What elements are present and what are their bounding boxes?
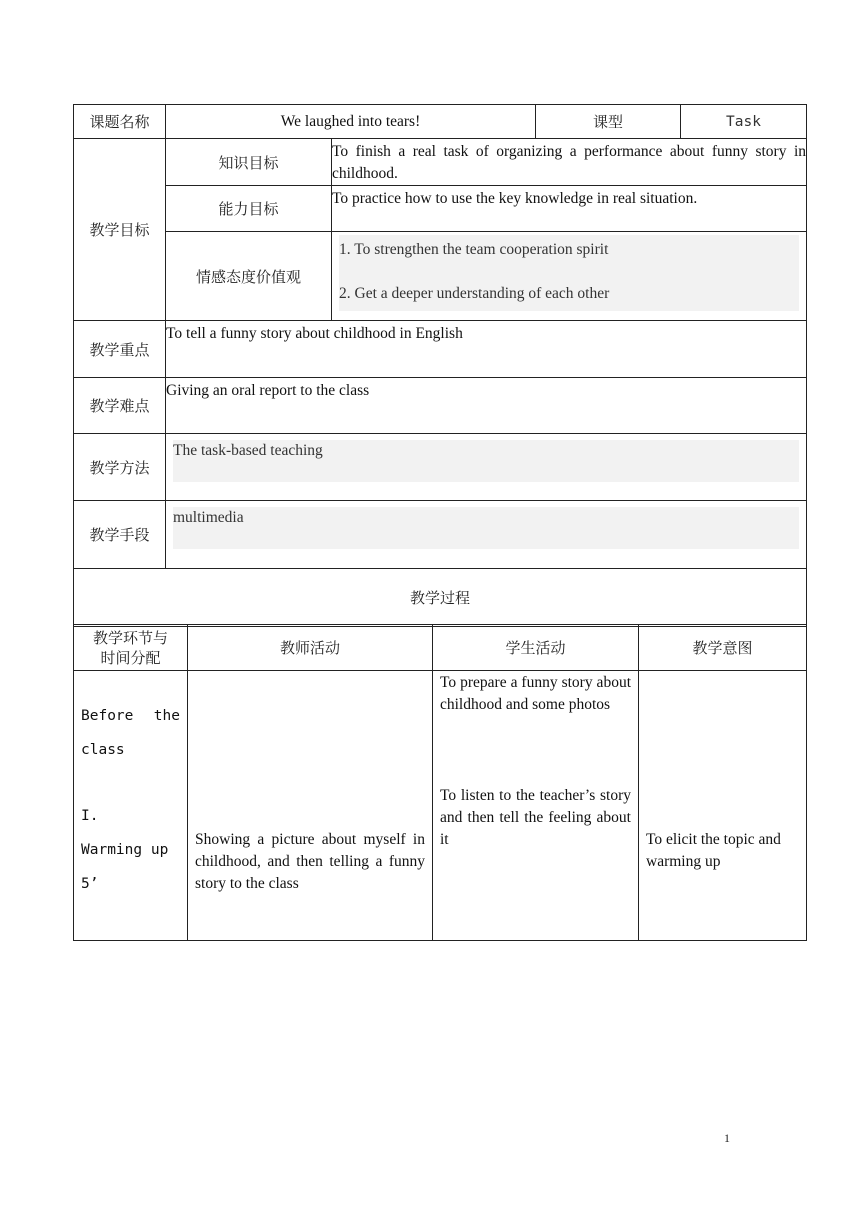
teacher-activity-cell: [188, 671, 433, 941]
stage-cell: [74, 671, 188, 941]
method-label: 教学方法: [74, 434, 166, 501]
intent-text: To elicit the topic and warming up: [646, 831, 781, 870]
type-label: 课型: [536, 105, 681, 139]
emotion-objective-cell: [332, 232, 807, 321]
knowledge-objective-text: To finish a real task of organizing a performance about funny story in childhood.: [332, 139, 807, 186]
method-cell: [166, 434, 807, 501]
intent-header: 教学意图: [639, 625, 807, 671]
ability-objective-label: 能力目标: [166, 186, 332, 232]
emotion-objective-line-2: 2. Get a deeper understanding of each other: [339, 285, 610, 302]
stage-number: I.: [81, 808, 99, 824]
type-value: Task: [681, 105, 807, 139]
teacher-activity-text: Showing a picture about myself in childhood, and then telling a funny story to the class: [195, 831, 425, 892]
lesson-info-table: [73, 104, 807, 627]
means-label: 教学手段: [74, 501, 166, 569]
intent-cell: [639, 671, 807, 941]
difficulty-text: Giving an oral report to the class: [166, 378, 807, 434]
process-title: 教学过程: [74, 569, 807, 627]
key-point-text: To tell a funny story about childhood in English: [166, 321, 807, 378]
means-text: multimedia: [173, 507, 799, 549]
student-activity-during-text: To listen to the teacher’s story and then tell the feeling about it: [440, 787, 631, 848]
stage-header-line-2: 时间分配: [100, 648, 161, 667]
stage-word-the: the: [153, 708, 180, 724]
ability-objective-text: To practice how to use the key knowledge in real situation.: [332, 186, 807, 232]
objectives-label: 教学目标: [74, 139, 166, 321]
student-activity-before-text: To prepare a funny story about childhood and some photos: [440, 674, 631, 713]
stage-header-line-1: 教学环节与: [92, 628, 168, 647]
stage-time: 5’: [81, 876, 99, 892]
process-table: [73, 624, 807, 941]
method-text: The task-based teaching: [173, 440, 799, 482]
topic-value: We laughed into tears!: [166, 105, 536, 139]
emotion-objective-label: 情感态度价值观: [166, 232, 332, 321]
teacher-activity-header: 教师活动: [188, 625, 433, 671]
table-row: [74, 671, 807, 941]
stage-word-before: Before: [81, 708, 134, 724]
means-cell: [166, 501, 807, 569]
student-activity-header: 学生活动: [433, 625, 639, 671]
difficulty-label: 教学难点: [74, 378, 166, 434]
topic-label: 课题名称: [74, 105, 166, 139]
stage-word-class: class: [81, 742, 125, 758]
key-point-label: 教学重点: [74, 321, 166, 378]
page-number: 1: [724, 1131, 730, 1145]
student-activity-cell: [433, 671, 639, 941]
stage-title: Warming up: [81, 842, 169, 858]
stage-header: [74, 625, 188, 671]
knowledge-objective-label: 知识目标: [166, 139, 332, 186]
emotion-objective-line-1: 1. To strengthen the team cooperation spirit: [339, 241, 609, 258]
